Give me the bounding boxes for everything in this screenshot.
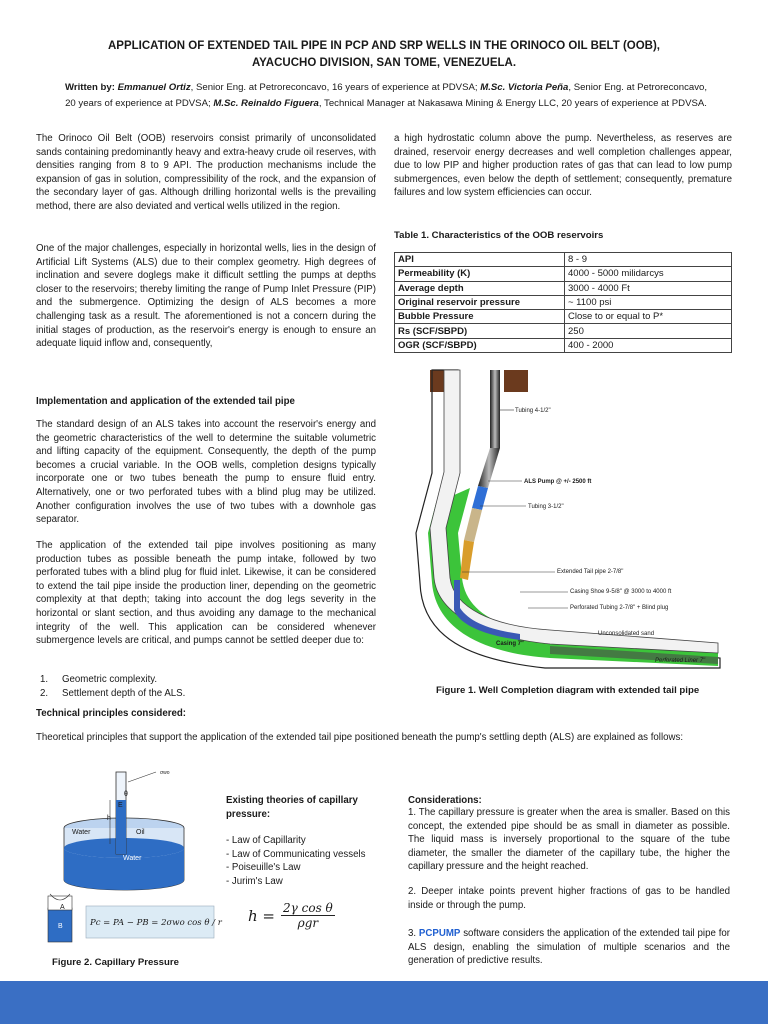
implementation-paragraph-2: The application of the extended tail pipe involves positioning as many production tubes as possible beneath the pump intake, followed by two perforated tubes with a blind plug for fluid inlet. Likewise, it can be considered to extend the tail pipe inside the production liner, depending on the geometric complexity at that depth; taking into account the dog legs severity in the horizontal or slant section, and thus avoiding any damage to the mechanical integrity of the well. This application can be considered whenever submergence levels are critical, and pumps cannot be settled deeper due to:	[36, 540, 376, 647]
consideration-2: 2. Deeper intake points prevent higher fractions of gas to be handled inside or through the pump.	[408, 886, 730, 911]
label-unconsolidated-sand: Unconsolidated sand	[598, 631, 655, 637]
jurin-equation	[248, 901, 335, 930]
title-line-2: AYACUCHO DIVISION, SAN TOME, VENEZUELA.	[251, 57, 517, 69]
footer-bar	[0, 981, 768, 1024]
label-water-top: Water	[72, 829, 91, 836]
intro-paragraph-2: One of the major challenges, especially in horizontal wells, lies in the design of Artificial Lift Systems (ALS) due to their complex geometry. High degrees of inclination and severe doglegs make it difficult settling the pumps at depths closer to the reservoirs; thereby limiting the range of Pump Inlet Pressure (PIP) and the submergence. Optimizing the design of ALS becomes a more challenging task as a result. The aforementioned is not a concern during the initial stages of production, as the reservoir's energy is enough to ensure an adequate liquid inflow and, consequently,	[36, 243, 376, 350]
author-2-desc-2: 20 years of experience at PDVSA;	[65, 98, 211, 109]
author-3-desc: , Technical Manager at Nakasawa Mining & Energy LLC, 20 years of experience at PDVSA.	[318, 98, 707, 109]
label-als-pump: ALS Pump @ +/- 2500 ft	[524, 479, 592, 485]
table-cell-property: Permeability (K)	[395, 267, 565, 281]
table-cell-property: Average depth	[395, 281, 565, 295]
label-perforated-liner: Perforated Liner 7"	[655, 658, 706, 664]
technical-principles-heading: Technical principles considered:	[36, 708, 187, 719]
author-2-desc: , Senior Eng. at Petroreconcavo,	[568, 82, 708, 93]
technical-principles-paragraph: Theoretical principles that support the application of the extended tail pipe positioned beneath the pump's settling depth (ALS) are explained as follows:	[36, 732, 684, 743]
als-pump	[472, 486, 488, 510]
figure-2-caption: Figure 2. Capillary Pressure	[52, 957, 179, 968]
label-tubing-3-1-2: Tubing 3-1/2"	[528, 504, 564, 510]
table-cell-value: 250	[565, 324, 732, 338]
table-row	[395, 310, 732, 324]
table-cell-property: API	[395, 253, 565, 267]
table-1-caption: Table 1. Characteristics of the OOB reservoirs	[394, 230, 604, 241]
theories-heading: Existing theories of capillary pressure:	[226, 795, 358, 820]
table-cell-value: 3000 - 4000 Ft	[565, 281, 732, 295]
figure-1-caption: Figure 1. Well Completion diagram with extended tail pipe	[436, 685, 700, 696]
label-oil: Oil	[136, 829, 145, 836]
table-row	[395, 253, 732, 267]
author-3-name: M.Sc. Reinaldo Figuera	[213, 98, 319, 109]
jurin-lhs: h =	[248, 906, 275, 925]
page-title	[30, 38, 738, 72]
label-perforated-tubing: Perforated Tubing 2-7/8" + Blind plug	[570, 605, 669, 611]
table-cell-value: 400 - 2000	[565, 338, 732, 352]
table-row	[395, 324, 732, 338]
label-e: E	[118, 802, 123, 809]
pcpump-brand: PCPUMP	[418, 928, 461, 939]
table-cell-property: Rs (SCF/SBPD)	[395, 324, 565, 338]
label-theta: θ	[124, 791, 128, 798]
jurin-denominator: ρgr	[297, 916, 319, 930]
list-item: - Jurim's Law	[226, 875, 283, 887]
table-cell-value: 4000 - 5000 milidarcys	[565, 267, 732, 281]
list-item: - Poiseuille's Law	[226, 862, 301, 874]
author-2-name: M.Sc. Victoria Peña	[480, 82, 569, 93]
title-line-1: APPLICATION OF EXTENDED TAIL PIPE IN PCP AND SRP WELLS IN THE ORINOCO OIL BELT (OOB),	[107, 40, 661, 52]
table-cell-value: ~ 1100 psi	[565, 295, 732, 309]
table-row	[395, 281, 732, 295]
label-b: B	[58, 923, 63, 930]
table-row	[395, 267, 732, 281]
theories-list	[226, 834, 365, 888]
well-completion-diagram	[400, 368, 740, 673]
table-cell-value: 8 - 9	[565, 253, 732, 267]
oob-characteristics-table	[394, 252, 732, 353]
label-casing-shoe: Casing Shoe 9-5/8" @ 3000 to 4000 ft	[570, 589, 672, 595]
label-a: A	[60, 904, 65, 911]
label-tubing-4-1-2: Tubing 4-1/2"	[515, 408, 551, 414]
constraints-list	[40, 673, 185, 700]
list-item: - Law of Communicating vessels	[226, 848, 366, 860]
capillary-pressure-equation: Pc = PA − PB = 2σwo cos θ / r	[90, 918, 222, 928]
intro-paragraph-3: a high hydrostatic column above the pump. Nevertheless, as reserves are drained, reservoir energy decreases and well completion challenges appear, due to low PIP and higher production rates of gas that can lead to low pump submergences, even below the depth of settlement; consequently, premature failures and low system efficiencies can occur.	[394, 133, 732, 199]
list-item: 1. Geometric complexity.	[40, 674, 158, 685]
implementation-heading: Implementation and application of the extended tail pipe	[36, 396, 295, 407]
table-cell-property: OGR (SCF/SBPD)	[395, 338, 565, 352]
surface-block-right	[504, 370, 528, 392]
label-h: h	[107, 815, 111, 822]
table-row	[395, 338, 732, 352]
list-item: 2. Settlement depth of the ALS.	[40, 687, 186, 699]
consideration-3: 3. PCPUMP software considers the application of the extended tail pipe for ALS design, enabling the simulation of multiple scenarios and the generation of predictive results.	[408, 928, 730, 967]
considerations-heading: Considerations:	[408, 795, 482, 806]
table-cell-property: Original reservoir pressure	[395, 295, 565, 309]
jurin-numerator: 2γ cos θ	[283, 901, 333, 915]
consideration-1: 1. The capillary pressure is greater when the area is smaller. Based on this concept, the extended pipe should be as small in diameter as possible. The liquid mass is inversely proportional to the square of the tube diameter, the smaller the diameter of the capillary tube, the higher the capillary pressure and the height reached.	[408, 807, 730, 873]
implementation-paragraph-1: The standard design of an ALS takes into account the reservoir's energy and the geometric characteristics of the well to determine the suitable volumetric and lifting capacity of the equipment. Consequently, the depth of the pump becomes a crucial variable. In the OOB wells, completion designs typically incorporate one or two tubes beneath the pump to ensure fluid entry. Alternatively, one or two perforated tubes with a blind plug may be utilized. Another configuration involves the use of two tubes with a downhole gas separator.	[36, 419, 376, 526]
label-casing-7: Casing 7"	[496, 641, 524, 647]
label-sigma: σwo	[160, 770, 170, 776]
author-1-desc: , Senior Eng. at Petroreconcavo, 16 years of experience at PDVSA;	[190, 82, 478, 93]
author-1-name: Emmanuel Ortiz	[117, 82, 191, 93]
list-item: - Law of Capillarity	[226, 835, 306, 846]
label-water-bottom: Water	[123, 855, 142, 862]
authors-label: Written by:	[64, 82, 115, 93]
table-cell-value: Close to or equal to P*	[565, 310, 732, 324]
intro-paragraph-1: The Orinoco Oil Belt (OOB) reservoirs consist primarily of unconsolidated sands containing predominantly heavy and extra-heavy crude oil reserves, with densities ranging from 8 to 9 API. The production mechanisms include the expansion of gas in solution, compressibility of the rock, and the expansion of the secondary layer of gas. Although drilling horizontal wells is the prevailing method, there are also deviated and vertical wells utilized in the region.	[36, 133, 376, 212]
authors-block	[40, 80, 732, 112]
table-cell-property: Bubble Pressure	[395, 310, 565, 324]
table-row	[395, 295, 732, 309]
label-extended-tail-pipe: Extended Tail pipe 2-7/8"	[557, 569, 624, 575]
